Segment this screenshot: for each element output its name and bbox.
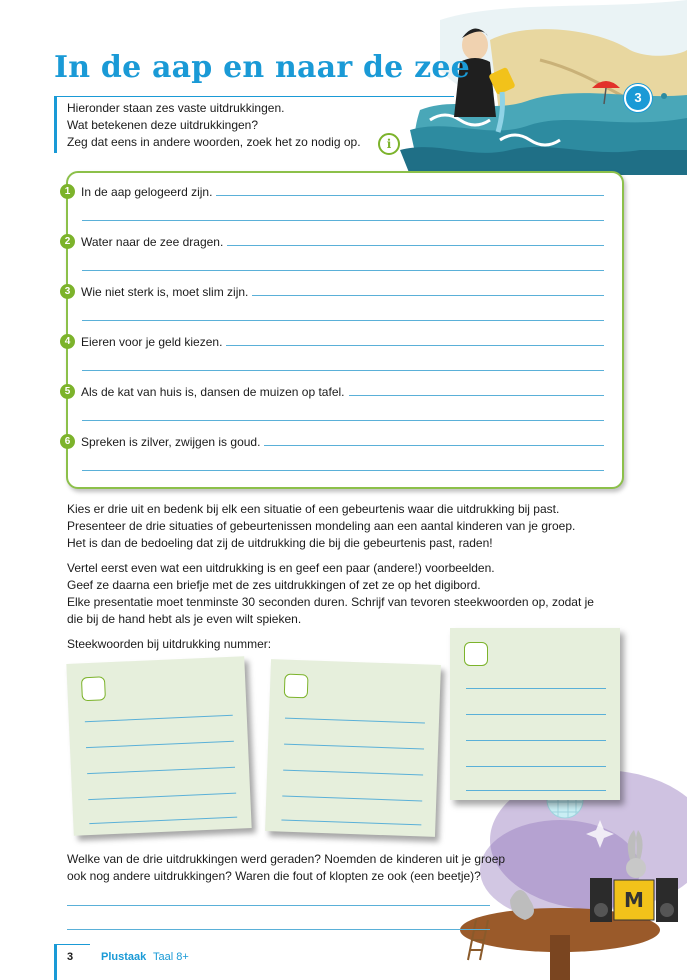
answer-line[interactable]: [82, 470, 604, 471]
note-number-box[interactable]: [464, 642, 488, 666]
title-underline: [54, 96, 454, 97]
intro-line-2: Wat betekenen deze uitdrukkingen?: [67, 118, 259, 132]
instruction-line: Kies er drie uit en bedenk bij elk een situatie of een gebeurtenis waar die uitdrukking bij past.: [67, 502, 560, 516]
instruction-line: Presenteer de drie situaties of gebeurtenissen mondeling aan een aantal kinderen van je groep.: [67, 519, 576, 533]
instruction-line: Vertel eerst even wat een uitdrukking is en geef een paar (andere!) voorbeelden.: [67, 561, 495, 575]
answer-line[interactable]: [82, 270, 604, 271]
note-number-box[interactable]: [81, 676, 106, 701]
intro-accent-bar: [54, 97, 57, 153]
item-number-6: 6: [60, 434, 75, 449]
footer-page-number: 3: [67, 951, 74, 963]
instruction-line: die bij de hand hebt als je even wilt spieken.: [67, 612, 302, 626]
note-number-box[interactable]: [284, 674, 309, 699]
keyword-note-1[interactable]: [66, 656, 251, 836]
instruction-line: Geef ze daarna een briefje met de zes uitdrukkingen of zet ze op het digibord.: [67, 578, 481, 592]
keyword-note-2[interactable]: [265, 659, 441, 837]
intro-line-1: Hieronder staan zes vaste uitdrukkingen.: [67, 101, 285, 115]
keyword-note-3[interactable]: [450, 628, 620, 800]
item-number-1: 1: [60, 184, 75, 199]
answer-line[interactable]: [82, 370, 604, 371]
footer-rule: [54, 944, 90, 945]
expression-3: Wie niet sterk is, moet slim zijn.: [81, 285, 252, 299]
intro-line-3: Zeg dat eens in andere woorden, zoek het zo nodig op.: [67, 135, 361, 149]
instruction-line: Elke presentatie moet tenminste 30 seconden duren. Schrijf van tevoren steekwoorden op, zodat je: [67, 595, 594, 609]
item-number-5: 5: [60, 384, 75, 399]
item-number-2: 2: [60, 234, 75, 249]
footer-series: Taal 8+: [153, 951, 189, 963]
expression-4: Eieren voor je geld kiezen.: [81, 335, 226, 349]
answer-line[interactable]: [82, 320, 604, 321]
expression-2: Water naar de zee dragen.: [81, 235, 227, 249]
svg-text:M: M: [624, 888, 644, 912]
answer-line[interactable]: [82, 220, 604, 221]
item-number-3: 3: [60, 284, 75, 299]
question-line: ook nog andere uitdrukkingen? Waren die fout of klopten ze ook (een beetje)?: [67, 869, 481, 883]
page-number-badge: 3: [624, 84, 652, 112]
answer-line[interactable]: [67, 905, 490, 906]
expression-5: Als de kat van huis is, dansen de muizen op tafel.: [81, 385, 349, 399]
page-title: In de aap en naar de zee: [54, 50, 470, 85]
keywords-label: Steekwoorden bij uitdrukking nummer:: [67, 637, 272, 651]
answer-line[interactable]: [67, 929, 490, 930]
answer-line[interactable]: [82, 420, 604, 421]
footer-brand: Plustaak: [101, 951, 147, 963]
info-icon: i: [378, 133, 400, 155]
question-line: Welke van de drie uitdrukkingen werd geraden? Noemden de kinderen uit je groep: [67, 852, 506, 866]
expression-6: Spreken is zilver, zwijgen is goud.: [81, 435, 264, 449]
instruction-line: Het is dan de bedoeling dat zij de uitdrukking die bij die gebeurtenis past, raden!: [67, 536, 493, 550]
expression-1: In de aap gelogeerd zijn.: [81, 185, 216, 199]
item-number-4: 4: [60, 334, 75, 349]
footer-accent-bar: [54, 944, 57, 980]
